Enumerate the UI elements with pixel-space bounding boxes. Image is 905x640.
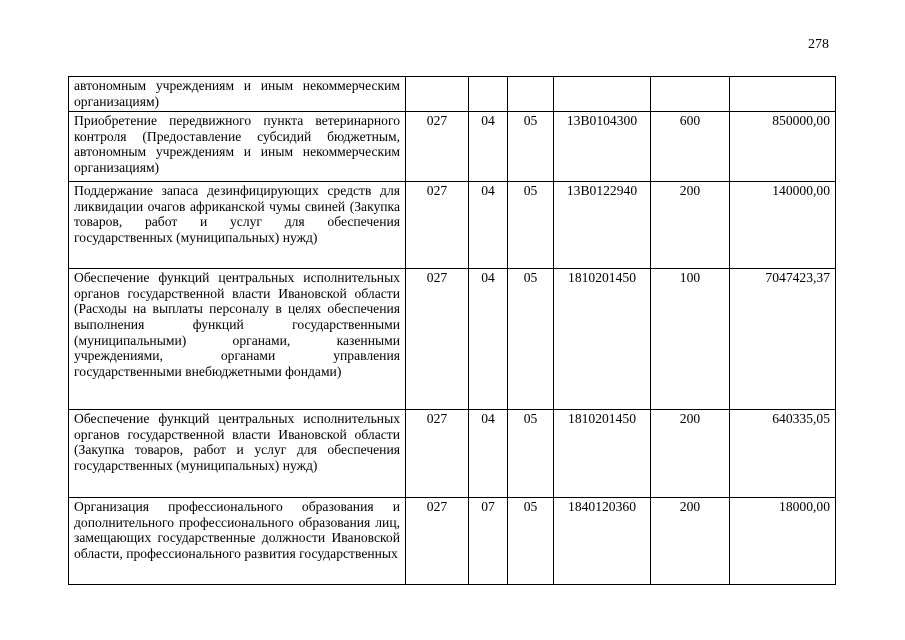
subsection-code: 05 <box>508 112 554 182</box>
table-row <box>69 112 836 182</box>
section-code: 07 <box>469 498 508 585</box>
page-number: 278 <box>808 37 829 52</box>
subsection-code: 05 <box>508 269 554 410</box>
subsection-code: 05 <box>508 498 554 585</box>
target-article-code: 13В0122940 <box>554 182 651 269</box>
ministry-code: 027 <box>406 182 469 269</box>
subsection-code <box>508 77 554 112</box>
ministry-code: 027 <box>406 269 469 410</box>
subsection-code: 05 <box>508 182 554 269</box>
expense-type-code: 200 <box>651 182 730 269</box>
expense-type-code: 200 <box>651 410 730 498</box>
amount: 640335,05 <box>730 410 836 498</box>
table-row <box>69 269 836 410</box>
amount: 140000,00 <box>730 182 836 269</box>
expense-type-code: 100 <box>651 269 730 410</box>
target-article-code: 1840120360 <box>554 498 651 585</box>
section-code: 04 <box>469 182 508 269</box>
row-description: Поддержание запаса дезинфицирующих средств для ликвидации очагов африканской чумы свиней (Закупка товаров, работ и услуг для обеспечения государственных (муниципальных) нужд) <box>69 182 406 269</box>
section-code: 04 <box>469 269 508 410</box>
table-row <box>69 182 836 269</box>
ministry-code <box>406 77 469 112</box>
target-article-code: 1810201450 <box>554 269 651 410</box>
section-code <box>469 77 508 112</box>
target-article-code <box>554 77 651 112</box>
ministry-code: 027 <box>406 112 469 182</box>
expense-type-code <box>651 77 730 112</box>
target-article-code: 1810201450 <box>554 410 651 498</box>
amount: 18000,00 <box>730 498 836 585</box>
section-code: 04 <box>469 112 508 182</box>
ministry-code: 027 <box>406 410 469 498</box>
table-row <box>69 410 836 498</box>
target-article-code: 13В0104300 <box>554 112 651 182</box>
amount: 7047423,37 <box>730 269 836 410</box>
row-description: Приобретение передвижного пункта ветеринарного контроля (Предоставление субсидий бюджетным, автономным учреждениям и иным некоммерческим организациям) <box>69 112 406 182</box>
budget-table <box>68 76 836 585</box>
row-description: Обеспечение функций центральных исполнительных органов государственной власти Ивановской области (Расходы на выплаты персоналу в целях обеспечения выполнения функций государственными (муниципальными) органами, казенными учреждениями, органами управления государственными внебюджетными фондами) <box>69 269 406 410</box>
subsection-code: 05 <box>508 410 554 498</box>
expense-type-code: 600 <box>651 112 730 182</box>
section-code: 04 <box>469 410 508 498</box>
table-row <box>69 77 836 112</box>
amount: 850000,00 <box>730 112 836 182</box>
expense-type-code: 200 <box>651 498 730 585</box>
amount <box>730 77 836 112</box>
ministry-code: 027 <box>406 498 469 585</box>
row-description: автономным учреждениям и иным некоммерческим организациям) <box>69 77 406 112</box>
row-description: Организация профессионального образования и дополнительного профессионального образования лиц, замещающих государственные должности Ивановской области, профессионального развития государственных <box>69 498 406 585</box>
table-row <box>69 498 836 585</box>
row-description: Обеспечение функций центральных исполнительных органов государственной власти Ивановской области (Закупка товаров, работ и услуг для обеспечения государственных (муниципальных) нужд) <box>69 410 406 498</box>
